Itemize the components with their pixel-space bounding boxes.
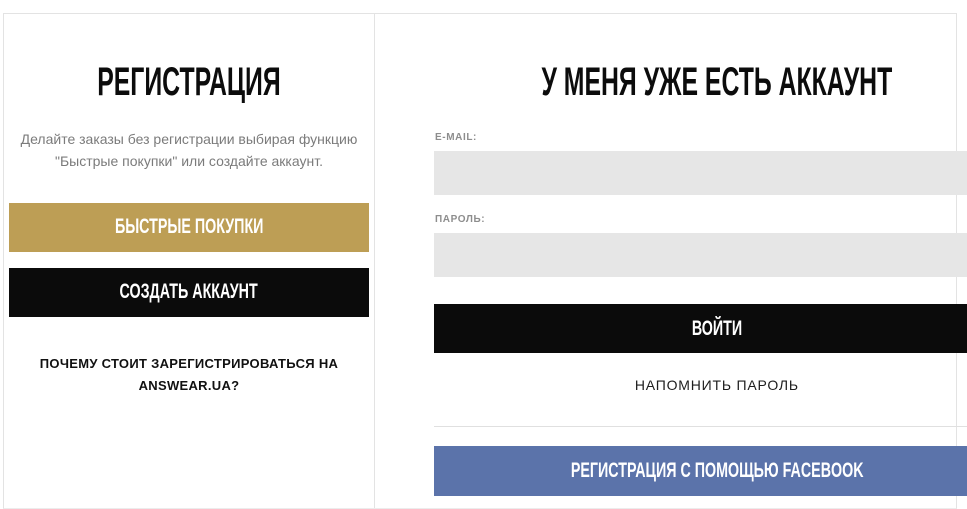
quick-shopping-button[interactable] <box>9 203 369 252</box>
email-label: E-MAIL: <box>435 132 477 143</box>
registration-title-text: РЕГИСТРАЦИЯ <box>97 60 281 104</box>
login-form <box>434 132 967 353</box>
login-title <box>434 62 967 102</box>
login-panel <box>375 14 967 508</box>
auth-page <box>3 13 957 509</box>
registration-title <box>4 62 374 102</box>
password-label: ПАРОЛЬ: <box>435 214 486 225</box>
remind-password-row <box>434 377 967 395</box>
create-account-button-label: СОЗДАТЬ АККАУНТ <box>119 280 259 304</box>
login-button[interactable] <box>434 304 967 353</box>
facebook-register-button-label: РЕГИСТРАЦИЯ С ПОМОЩЬЮ FACEBOOK <box>570 459 864 482</box>
why-register-link[interactable]: ПОЧЕМУ СТОИТ ЗАРЕГИСТРИРОВАТЬСЯ НА ANSWEAR.UA? <box>39 355 339 393</box>
password-input[interactable] <box>434 233 967 277</box>
login-title-text: У МЕНЯ УЖЕ ЕСТЬ АККАУНТ <box>541 60 893 104</box>
remind-password-link[interactable]: НАПОМНИТЬ ПАРОЛЬ <box>634 377 799 393</box>
create-account-button[interactable] <box>9 268 369 317</box>
registration-description: Делайте заказы без регистрации выбирая функцию "Быстрые покупки" или создайте аккаунт. <box>20 131 358 170</box>
quick-shopping-button-label: БЫСТРЫЕ ПОКУПКИ <box>114 215 264 239</box>
registration-panel <box>4 14 375 508</box>
login-button-label: ВОЙТИ <box>691 316 743 340</box>
email-input[interactable] <box>434 151 967 195</box>
facebook-register-button[interactable] <box>434 446 967 496</box>
login-divider <box>434 426 967 427</box>
